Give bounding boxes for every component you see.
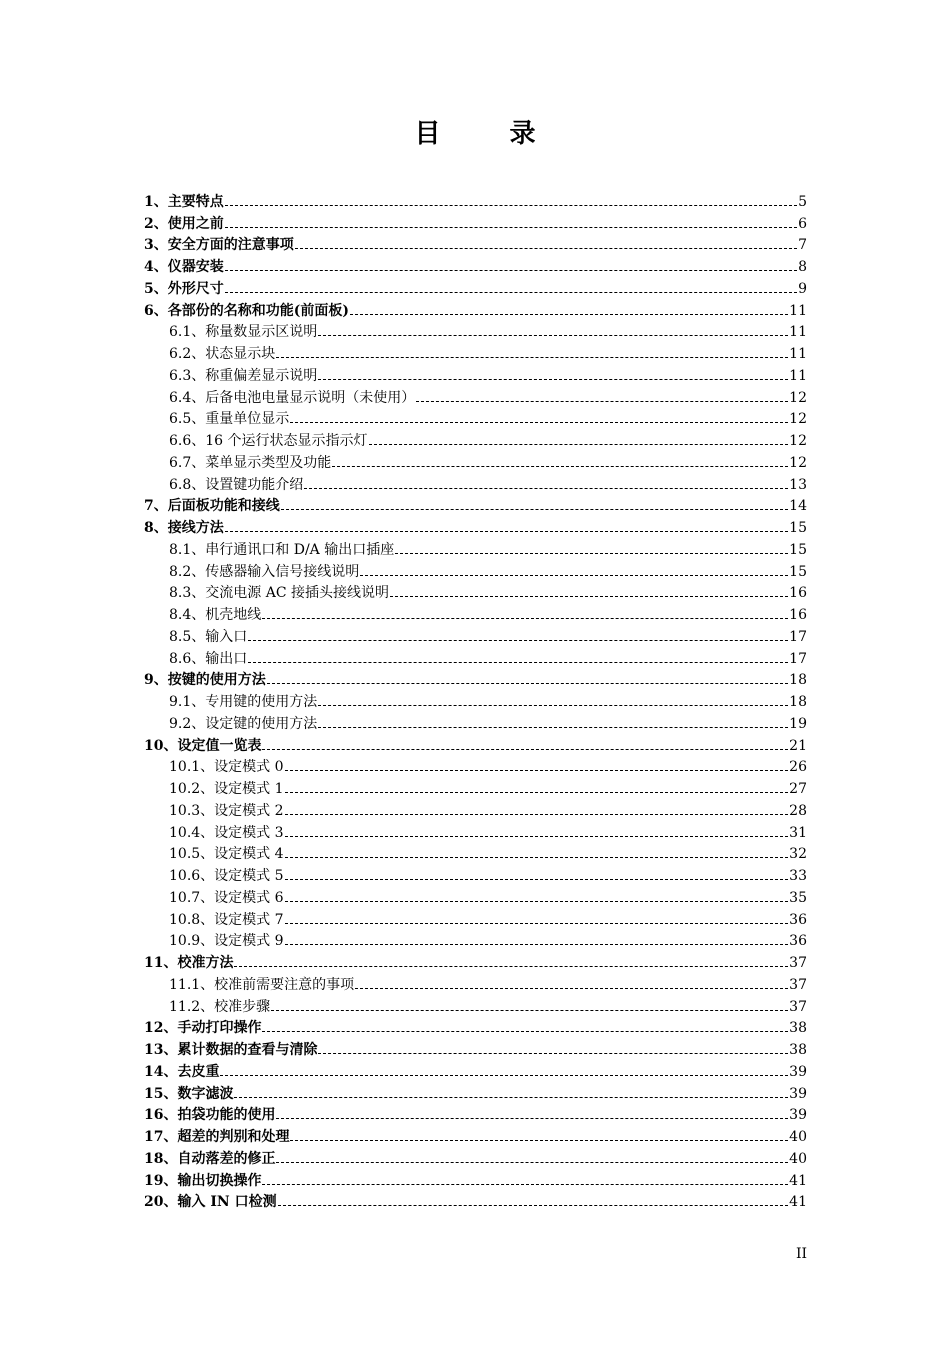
toc-entry-label: 18、自动落差的修正 <box>144 1150 276 1167</box>
toc-entry-page-number: 40 <box>789 1150 807 1167</box>
toc-entry-label: 10.6、设定模式 5 <box>169 868 284 884</box>
toc-entry-page-number: 28 <box>789 802 807 819</box>
toc-entry-page-number: 12 <box>789 433 807 449</box>
toc-leader-dashes <box>271 1009 788 1011</box>
toc-leader-dashes <box>369 443 789 445</box>
toc-leader-dashes <box>295 247 797 249</box>
toc-leader-dashes <box>350 313 788 315</box>
toc-entry-label: 8.5、输入口 <box>169 628 248 645</box>
toc-leader-dashes <box>278 1204 789 1206</box>
toc-leader-dashes <box>290 421 788 423</box>
toc-leader-dashes <box>248 661 788 663</box>
toc-leader-dashes <box>390 595 788 597</box>
toc-entry-label: 6、各部份的名称和功能(前面板) <box>144 302 349 319</box>
toc-entry-page-number: 41 <box>789 1172 807 1189</box>
toc-entry-page-number: 21 <box>789 737 807 754</box>
toc-subentry[interactable] <box>144 320 807 342</box>
toc-entry-label: 10.1、设定模式 0 <box>169 759 284 776</box>
toc-entry-label: 14、去皮重 <box>144 1063 220 1080</box>
toc-entry-page-number: 5 <box>798 193 807 210</box>
toc-entry-label: 7、后面板功能和接线 <box>144 498 280 515</box>
toc-subentry[interactable] <box>144 689 807 711</box>
toc-subentry[interactable] <box>144 537 807 559</box>
toc-entry-page-number: 11 <box>789 346 807 362</box>
toc-entry-page-number: 12 <box>789 411 807 428</box>
toc-leader-dashes <box>416 400 788 402</box>
toc-leader-dashes <box>276 356 788 358</box>
toc-entry-page-number: 11 <box>789 367 807 384</box>
toc-entry-page-number: 15 <box>789 563 807 580</box>
toc-leader-dashes <box>248 639 788 641</box>
toc-entry-label: 20、输入 IN 口检测 <box>144 1194 277 1211</box>
toc-entry-label: 16、拍袋功能的使用 <box>144 1107 276 1124</box>
toc-subentry[interactable] <box>144 711 807 733</box>
toc-leader-dashes <box>318 1052 788 1054</box>
toc-entry-page-number: 36 <box>789 911 807 928</box>
toc-entry-page-number: 38 <box>789 1020 807 1037</box>
toc-entry[interactable] <box>144 254 807 276</box>
toc-leader-dashes <box>225 204 797 206</box>
toc-entry-page-number: 17 <box>789 650 807 667</box>
toc-entry-page-number: 7 <box>798 237 807 254</box>
toc-entry-label: 9、按键的使用方法 <box>144 672 266 689</box>
toc-leader-dashes <box>262 617 788 619</box>
toc-leader-dashes <box>318 726 788 728</box>
toc-leader-dashes <box>395 552 788 554</box>
page-number: II <box>795 1246 807 1262</box>
toc-subentry[interactable] <box>144 363 807 385</box>
toc-leader-dashes <box>290 1139 788 1141</box>
toc-entry-page-number: 37 <box>789 976 807 993</box>
toc-leader-dashes <box>360 574 788 576</box>
toc-entry-page-number: 11 <box>789 324 807 341</box>
toc-entry-label: 8.3、交流电源 AC 接插头接线说明 <box>169 585 389 602</box>
toc-entry[interactable] <box>144 1168 807 1190</box>
toc-entry-label: 4、仪器安装 <box>144 259 224 275</box>
toc-entry-label: 2、使用之前 <box>144 215 224 232</box>
toc-subentry[interactable] <box>144 385 807 407</box>
toc-subentry[interactable] <box>144 428 807 450</box>
toc-leader-dashes <box>225 269 797 271</box>
toc-entry[interactable] <box>144 1037 807 1059</box>
toc-subentry[interactable] <box>144 885 807 907</box>
toc-entry-page-number: 18 <box>789 694 807 710</box>
toc-entry-page-number: 12 <box>789 389 807 406</box>
toc-entry-label: 11.1、校准前需要注意的事项 <box>169 976 355 993</box>
toc-entry-page-number: 26 <box>789 759 807 776</box>
toc-leader-dashes <box>234 965 788 967</box>
toc-entry-page-number: 40 <box>789 1129 807 1145</box>
toc-entry[interactable] <box>144 950 807 972</box>
toc-entry-label: 6.7、菜单显示类型及功能 <box>169 454 332 471</box>
toc-subentry[interactable] <box>144 581 807 603</box>
toc-subentry[interactable] <box>144 820 807 842</box>
toc-entry-label: 8.1、串行通讯口和 D/A 输出口插座 <box>169 541 395 558</box>
toc-subentry[interactable] <box>144 994 807 1016</box>
toc-leader-dashes <box>332 465 788 467</box>
page-title: 目 录 <box>414 119 566 149</box>
toc-subentry[interactable] <box>144 624 807 646</box>
toc-entry-label: 10、设定值一览表 <box>144 737 262 754</box>
toc-entry-page-number: 33 <box>789 868 807 884</box>
toc-entry[interactable] <box>144 668 807 690</box>
toc-entry-page-number: 39 <box>789 1085 807 1102</box>
toc-entry-label: 8.6、输出口 <box>169 650 248 667</box>
toc-leader-dashes <box>318 334 788 336</box>
toc-entry-page-number: 15 <box>789 541 807 558</box>
toc-leader-dashes <box>285 922 789 924</box>
toc-leader-dashes <box>262 1030 788 1032</box>
toc-entry-label: 1、主要特点 <box>144 193 224 210</box>
toc-leader-dashes <box>225 530 788 532</box>
toc-entry-page-number: 39 <box>789 1107 807 1124</box>
toc-entry[interactable] <box>144 494 807 516</box>
toc-leader-dashes <box>318 378 788 380</box>
toc-entry-label: 13、累计数据的查看与清除 <box>144 1042 318 1058</box>
toc-subentry[interactable] <box>144 776 807 798</box>
toc-entry-label: 6.1、称量数显示区说明 <box>169 324 318 341</box>
toc-entry[interactable] <box>144 1190 807 1212</box>
toc-leader-dashes <box>220 1074 788 1076</box>
toc-entry-page-number: 17 <box>789 628 807 645</box>
toc-entry-page-number: 8 <box>798 259 807 275</box>
toc-entry-page-number: 31 <box>789 824 807 841</box>
toc-entry-label: 8、接线方法 <box>144 520 224 536</box>
toc-subentry[interactable] <box>144 472 807 494</box>
toc-entry-page-number: 6 <box>798 215 807 232</box>
toc-subentry[interactable] <box>144 863 807 885</box>
toc-entry-page-number: 39 <box>789 1063 807 1080</box>
toc-entry-page-number: 35 <box>789 889 807 906</box>
toc-entry-label: 5、外形尺寸 <box>144 280 224 297</box>
toc-subentry[interactable] <box>144 341 807 363</box>
toc-entry-page-number: 27 <box>789 781 807 797</box>
toc-subentry[interactable] <box>144 602 807 624</box>
toc-leader-dashes <box>225 226 797 228</box>
toc-entry-label: 12、手动打印操作 <box>144 1020 262 1037</box>
toc-leader-dashes <box>355 987 788 989</box>
toc-entry-label: 9.1、专用键的使用方法 <box>169 694 318 710</box>
toc-leader-dashes <box>234 1096 788 1098</box>
toc-entry-page-number: 41 <box>789 1194 807 1211</box>
toc-entry[interactable] <box>144 1124 807 1146</box>
toc-leader-dashes <box>262 748 788 750</box>
toc-entry-label: 6.8、设置键功能介绍 <box>169 476 304 493</box>
toc-leader-dashes <box>285 835 789 837</box>
toc-entry-page-number: 19 <box>789 715 807 732</box>
toc-entry-page-number: 16 <box>789 607 807 623</box>
toc-entry-label: 19、输出切换操作 <box>144 1172 262 1189</box>
toc-entry-label: 6.5、重量单位显示 <box>169 411 290 428</box>
toc-entry[interactable] <box>144 1059 807 1081</box>
toc-subentry[interactable] <box>144 407 807 429</box>
toc-subentry[interactable] <box>144 798 807 820</box>
toc-entry-label: 6.3、称重偏差显示说明 <box>169 367 318 384</box>
toc-entry[interactable] <box>144 211 807 233</box>
toc-entry-page-number: 15 <box>789 520 807 536</box>
toc-leader-dashes <box>276 1161 788 1163</box>
toc-subentry[interactable] <box>144 842 807 864</box>
toc-entry-label: 6.4、后备电池电量显示说明（未使用） <box>169 389 416 406</box>
toc-entry[interactable] <box>144 233 807 255</box>
toc-entry-label: 3、安全方面的注意事项 <box>144 237 294 254</box>
toc-leader-dashes <box>267 682 788 684</box>
toc-entry[interactable] <box>144 1103 807 1125</box>
toc-entry-label: 10.3、设定模式 2 <box>169 802 284 819</box>
toc-entry-label: 6.2、状态显示块 <box>169 346 276 362</box>
toc-entry-label: 11.2、校准步骤 <box>169 998 271 1015</box>
toc-leader-dashes <box>285 791 789 793</box>
toc-subentry[interactable] <box>144 972 807 994</box>
toc-entry-label: 6.6、16 个运行状态显示指示灯 <box>169 433 368 449</box>
toc-entry-page-number: 12 <box>789 454 807 471</box>
toc-entry-label: 10.2、设定模式 1 <box>169 781 284 797</box>
toc-leader-dashes <box>225 291 797 293</box>
toc-entry-page-number: 37 <box>789 998 807 1015</box>
toc-leader-dashes <box>285 878 789 880</box>
toc-subentry[interactable] <box>144 907 807 929</box>
toc-leader-dashes <box>276 1117 788 1119</box>
toc-leader-dashes <box>285 900 789 902</box>
toc-entry-page-number: 38 <box>789 1042 807 1058</box>
toc-entry[interactable] <box>144 1146 807 1168</box>
toc-subentry[interactable] <box>144 450 807 472</box>
toc-leader-dashes <box>285 943 789 945</box>
toc-entry-label: 10.8、设定模式 7 <box>169 911 284 928</box>
toc-entry[interactable] <box>144 298 807 320</box>
toc-entry[interactable] <box>144 733 807 755</box>
toc-leader-dashes <box>285 813 789 815</box>
toc-entry-label: 10.5、设定模式 4 <box>169 846 284 863</box>
toc-entry-page-number: 13 <box>789 476 807 493</box>
toc-entry[interactable] <box>144 189 807 211</box>
toc-entry-page-number: 18 <box>789 672 807 689</box>
toc-entry[interactable] <box>144 1081 807 1103</box>
toc-entry-page-number: 11 <box>789 302 807 319</box>
toc-entry-page-number: 36 <box>789 933 807 950</box>
toc-entry-label: 8.2、传感器输入信号接线说明 <box>169 563 360 580</box>
toc-leader-dashes <box>318 704 788 706</box>
table-of-contents <box>144 189 807 1211</box>
toc-entry-label: 15、数字滤波 <box>144 1085 234 1102</box>
toc-entry-label: 10.7、设定模式 6 <box>169 889 284 906</box>
toc-entry-label: 11、校准方法 <box>144 955 234 971</box>
toc-entry-label: 10.9、设定模式 9 <box>169 933 284 950</box>
toc-entry[interactable] <box>144 1016 807 1038</box>
toc-entry-label: 17、超差的判别和处理 <box>144 1129 290 1145</box>
toc-entry[interactable] <box>144 515 807 537</box>
toc-subentry[interactable] <box>144 559 807 581</box>
toc-entry-page-number: 32 <box>789 846 807 863</box>
toc-entry[interactable] <box>144 276 807 298</box>
toc-leader-dashes <box>262 1183 788 1185</box>
toc-subentry[interactable] <box>144 646 807 668</box>
toc-leader-dashes <box>285 856 789 858</box>
toc-entry-page-number: 9 <box>798 280 807 297</box>
toc-leader-dashes <box>304 487 788 489</box>
toc-entry-page-number: 14 <box>789 498 807 515</box>
toc-entry-label: 9.2、设定键的使用方法 <box>169 715 318 732</box>
toc-subentry[interactable] <box>144 755 807 777</box>
toc-entry-page-number: 16 <box>789 585 807 602</box>
toc-entry-label: 8.4、机壳地线 <box>169 607 262 623</box>
toc-leader-dashes <box>285 769 789 771</box>
toc-entry-page-number: 37 <box>789 955 807 971</box>
toc-entry-label: 10.4、设定模式 3 <box>169 824 284 841</box>
toc-leader-dashes <box>281 508 788 510</box>
toc-subentry[interactable] <box>144 929 807 951</box>
